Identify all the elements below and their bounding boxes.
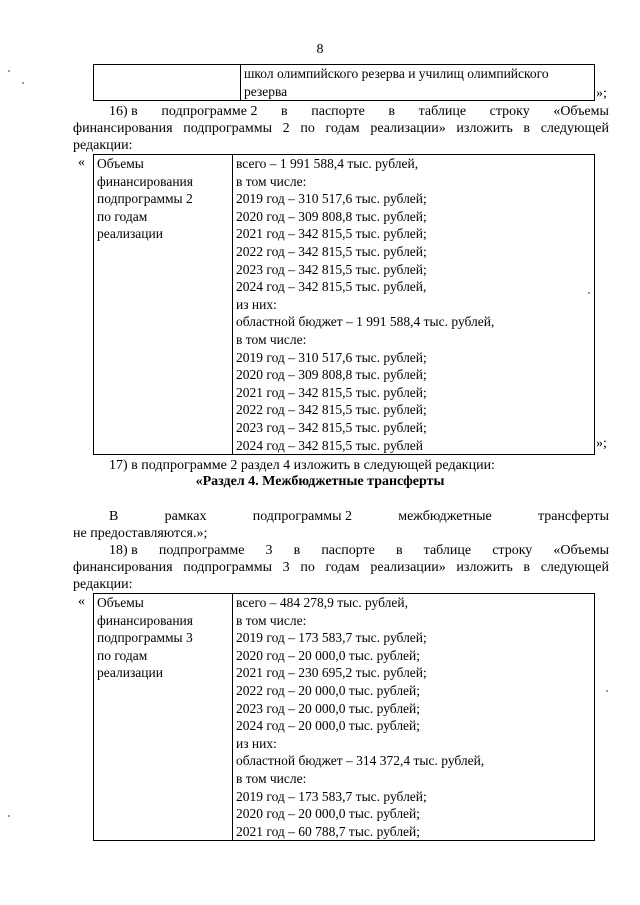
table3-label-cell [94, 594, 233, 841]
table2-value-line: 2020 год – 309 808,8 тыс. рублей; [236, 208, 427, 224]
top-table-line: резерва [244, 83, 288, 99]
table3-value-line: областной бюджет – 314 372,4 тыс. рублей, [236, 753, 485, 769]
scan-speck [8, 70, 10, 72]
table2-value-cell [233, 155, 595, 455]
table2-open-quote: « [78, 155, 85, 170]
table3-value-line: 2020 год – 20 000,0 тыс. рублей; [236, 647, 421, 663]
table2-value-line: 2024 год – 342 815,5 тыс. рублей [236, 437, 424, 453]
item16-word: в [388, 104, 395, 119]
table2-label-line: реализации [97, 226, 163, 242]
table3-value-line: 2019 год – 173 583,7 тыс. рублей; [236, 630, 427, 646]
table3-value-cell [233, 594, 595, 841]
table2-value-line: из них: [236, 296, 277, 312]
top-table [93, 64, 595, 101]
table3-value-line: 2024 год – 20 000,0 тыс. рублей; [236, 718, 421, 734]
item16-word: строку [489, 104, 530, 119]
item18-line1 [73, 542, 609, 559]
item16-word: в [281, 104, 288, 119]
item17-word: подпрограммы 2 [252, 509, 352, 524]
item16-word: таблице [418, 104, 467, 119]
table2-value-line: 2019 год – 310 517,6 тыс. рублей; [236, 191, 427, 207]
table2-label-cell [94, 155, 233, 455]
item18-word: строку [492, 543, 533, 558]
table3-value-line: 2022 год – 20 000,0 тыс. рублей; [236, 682, 421, 698]
table3-value-line: 2021 год – 60 788,7 тыс. рублей; [236, 823, 421, 839]
item18-word: «Объемы [553, 543, 609, 558]
table2-value-line: 2024 год – 342 815,5 тыс. рублей, [236, 279, 427, 295]
table2-value-line: 2022 год – 342 815,5 тыс. рублей; [236, 243, 427, 259]
table3-value-line: в том числе: [236, 612, 307, 628]
top-table-closing-quote: »; [596, 86, 607, 101]
item16-word: подпрограмме 2 [161, 104, 258, 119]
table2-value-line: 2019 год – 310 517,6 тыс. рублей; [236, 349, 427, 365]
top-table-value-cell [241, 65, 595, 101]
table2-value-line: 2022 год – 342 815,5 тыс. рублей; [236, 402, 427, 418]
table3-value-line: 2021 год – 230 695,2 тыс. рублей; [236, 665, 427, 681]
item18-word: 3 [265, 543, 273, 558]
table2-value-line: 2021 год – 342 815,5 тыс. рублей; [236, 384, 427, 400]
item18-word: в [395, 543, 403, 558]
table3-label-line: финансирования [97, 612, 193, 628]
item18-word: паспорте [321, 543, 375, 558]
table3-label-line: реализации [97, 665, 163, 681]
table3-value-line: 2019 год – 173 583,7 тыс. рублей; [236, 788, 427, 804]
table2-value-line: 2023 год – 342 815,5 тыс. рублей; [236, 419, 427, 435]
item18-word: подпрограмме [158, 543, 245, 558]
table3-value-line: всего – 484 278,9 тыс. рублей, [236, 595, 408, 610]
item17-body-line2: не предоставляются.»; [73, 526, 208, 541]
item16-line2: финансирования подпрограммы 2 по годам реализации» изложить в следующей [73, 121, 609, 136]
table3-value-line: 2020 год – 20 000,0 тыс. рублей; [236, 806, 421, 822]
item16-word: 16) в [109, 104, 138, 119]
table2-label-line: Объемы [97, 156, 144, 171]
table2-value-line: всего – 1 991 588,4 тыс. рублей, [236, 156, 419, 171]
item17-word: межбюджетные [398, 509, 492, 524]
table2-value-line: в том числе: [236, 331, 307, 347]
table3-value-line: в том числе: [236, 770, 307, 786]
top-table-label-cell [94, 65, 241, 101]
scan-speck [588, 292, 590, 294]
item18-line3: редакции: [73, 577, 133, 592]
item16-word: паспорте [311, 104, 365, 119]
table2-value-line: 2021 год – 342 815,5 тыс. рублей; [236, 226, 427, 242]
item16-line1 [73, 103, 609, 120]
table2-label-line: финансирования [97, 173, 193, 189]
table3-open-quote: « [78, 594, 85, 609]
item17-word: В [109, 509, 119, 524]
page-number: 8 [316, 42, 324, 57]
top-table-line: школ олимпийского резерва и училищ олимпийского [244, 66, 549, 81]
item18-line2: финансирования подпрограммы 3 по годам реализации» изложить в следующей [73, 560, 609, 575]
scan-speck [22, 82, 24, 84]
item16-line3: редакции: [73, 138, 133, 153]
table2-value-line: областной бюджет – 1 991 588,4 тыс. рублей, [236, 314, 495, 330]
table2 [93, 154, 595, 455]
item17-word: рамках [164, 509, 207, 524]
table2-label-line: подпрограммы 2 [97, 191, 193, 207]
item18-word: в [293, 543, 301, 558]
table2-value-line: 2023 год – 342 815,5 тыс. рублей; [236, 261, 427, 277]
item16-word: «Объемы [553, 104, 609, 119]
table3-label-line: по годам [97, 647, 148, 663]
item17-word: трансферты [537, 509, 609, 524]
table3-label-line: подпрограммы 3 [97, 630, 193, 646]
item17-text: 17) в подпрограмме 2 раздел 4 изложить в следующей редакции: [109, 458, 495, 473]
item18-word: 18) в [109, 543, 138, 558]
table2-closing-quote: »; [596, 436, 607, 451]
section4-heading: «Раздел 4. Межбюджетные трансферты [195, 474, 445, 489]
table3-label-line: Объемы [97, 595, 144, 610]
table2-value-line: в том числе: [236, 173, 307, 189]
item18-word: таблице [423, 543, 472, 558]
table2-label-line: по годам [97, 208, 148, 224]
item17-body-line1 [73, 508, 609, 525]
scan-speck [8, 815, 10, 817]
scan-speck [606, 690, 608, 692]
table2-value-line: 2020 год – 309 808,8 тыс. рублей; [236, 367, 427, 383]
table3-value-line: из них: [236, 735, 277, 751]
table3-value-line: 2023 год – 20 000,0 тыс. рублей; [236, 700, 421, 716]
table3 [93, 593, 595, 841]
